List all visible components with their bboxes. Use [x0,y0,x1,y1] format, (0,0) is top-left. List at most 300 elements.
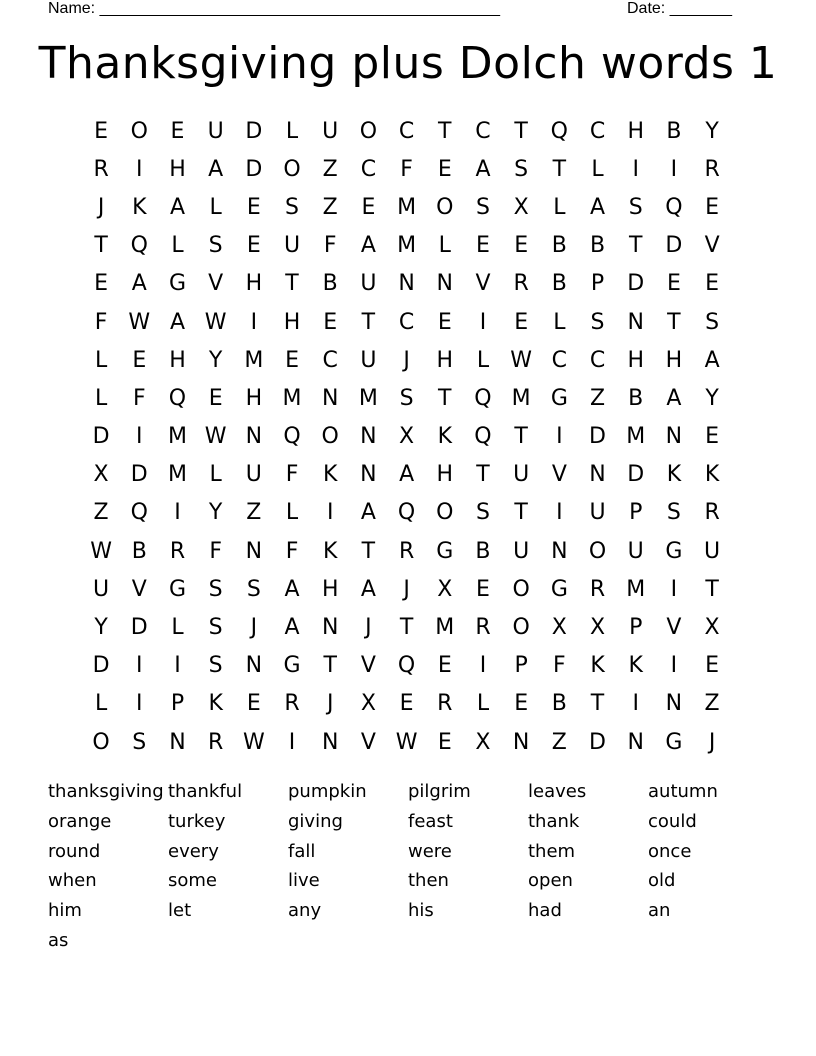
grid-letter: N [665,424,683,450]
grid-letter: X [360,691,376,717]
grid-letter: K [208,691,223,717]
word-list-item: old [648,870,676,892]
grid-letter: G [168,576,186,602]
grid-letter: E [170,118,185,144]
grid-letter: Z [246,500,262,526]
grid-letter: U [589,500,606,526]
grid-letter: E [94,118,109,144]
word-list-item: leaves [528,781,587,802]
grid-letter: T [361,309,376,335]
grid-letter: V [360,729,376,755]
grid-letter: R [513,271,529,297]
grid-letter: R [398,538,415,564]
grid-letter: I [326,500,334,526]
grid-letter: W [204,424,227,450]
word-list-item: thankful [168,781,243,802]
grid-letter: K [628,653,643,679]
grid-letter: I [556,500,563,526]
page-title: Thanksgiving plus Dolch words 1 [38,38,778,89]
grid-letter: C [551,347,568,373]
grid-letter: Q [474,424,492,450]
grid-letter: N [512,729,530,755]
grid-letter: G [665,729,683,755]
letter-grid [82,112,731,761]
grid-letter: B [551,233,567,259]
grid-letter: I [136,424,143,450]
grid-letter: Q [474,385,492,411]
grid-letter: N [589,462,606,488]
grid-letter: R [169,538,186,564]
grid-letter: X [704,615,720,641]
grid-letter: E [323,309,338,335]
grid-letter: V [475,271,491,297]
grid-letter: M [626,424,646,450]
grid-letter: P [170,691,185,717]
grid-letter: S [475,500,490,526]
grid-letter: N [436,271,454,297]
name-line: Name: _____________________________________________ [48,0,500,17]
word-list-item: him [48,900,82,922]
grid-letter: Y [208,347,223,373]
grid-letter: L [438,233,451,259]
grid-letter: H [245,271,263,297]
grid-letter: X [513,194,529,220]
grid-letter: A [131,271,147,297]
word-list-item: live [288,870,320,892]
grid-letter: X [589,615,606,641]
grid-letter: H [627,347,644,373]
grid-letter: U [360,271,377,297]
grid-letter: L [209,194,222,220]
grid-letter: U [283,233,301,259]
grid-letter: D [627,271,645,297]
grid-letter: F [323,233,337,259]
grid-letter: Z [322,156,338,182]
grid-letter: Q [130,500,148,526]
grid-letter: J [326,691,334,717]
grid-letter: H [627,118,644,144]
grid-letter: Q [168,385,187,411]
grid-letter: H [436,462,454,488]
grid-letter: W [90,538,112,564]
word-list-item: some [168,870,217,892]
grid-letter: X [399,424,415,450]
grid-letter: O [512,615,530,641]
grid-letter: J [403,347,410,373]
grid-letter: D [130,615,148,641]
grid-letter: N [627,729,644,755]
grid-letter: C [589,347,606,373]
grid-letter: L [209,462,222,488]
grid-letter: Q [397,500,416,526]
grid-letter: J [97,194,105,220]
grid-letter: C [589,118,606,144]
grid-letter: R [284,691,300,717]
grid-letter: H [245,385,263,411]
grid-letter: L [591,156,604,182]
grid-letter: D [245,156,263,182]
grid-letter: Z [551,729,567,755]
grid-letter: N [321,385,339,411]
grid-letter: S [208,576,223,602]
grid-letter: G [436,538,454,564]
grid-letter: I [556,424,563,450]
grid-letter: B [589,233,606,259]
word-list-item: let [168,900,192,922]
grid-letter: L [476,691,490,717]
grid-letter: A [666,385,682,411]
word-list-item: his [408,900,434,922]
grid-letter: U [322,118,339,144]
grid-letter: Q [665,194,683,220]
grid-letter: T [438,385,452,411]
word-list-item: then [408,870,449,892]
grid-letter: C [398,309,415,335]
grid-letter: H [321,576,339,602]
grid-letter: B [551,691,567,717]
grid-letter: N [551,538,568,564]
grid-letter: U [704,538,721,564]
grid-letter: G [168,271,186,297]
word-list-item: autumn [648,781,718,802]
grid-letter: C [475,118,491,144]
grid-letter: G [283,653,301,679]
grid-letter: I [288,729,296,755]
grid-letter: O [92,729,110,755]
grid-letter: R [475,615,491,641]
grid-letter: N [169,729,186,755]
grid-letter: C [360,156,377,182]
grid-letter: I [632,156,639,182]
grid-letter: B [322,271,338,297]
grid-letter: S [208,653,223,679]
word-list-item: any [288,900,322,922]
grid-letter: W [242,729,265,755]
grid-letter: U [513,538,530,564]
grid-letter: A [360,576,376,602]
grid-letter: Z [589,385,606,411]
grid-letter: V [131,576,147,602]
grid-letter: F [132,385,146,411]
grid-letter: E [361,194,376,220]
word-list-item: every [168,840,219,862]
grid-letter: L [476,347,490,373]
grid-letter: Q [397,653,416,679]
word-list-item: as [48,929,69,951]
grid-letter: I [670,653,678,679]
grid-letter: S [705,309,720,335]
grid-letter: E [94,271,109,297]
grid-letter: R [93,156,109,182]
grid-letter: I [670,576,678,602]
grid-letter: D [627,462,645,488]
grid-letter: C [322,347,338,373]
grid-letter: P [629,615,643,641]
grid-letter: W [510,347,533,373]
grid-letter: U [245,462,262,488]
word-list-item: were [408,840,452,862]
grid-letter: L [171,233,184,259]
grid-letter: K [704,462,720,488]
word-list-item: open [528,870,573,892]
grid-letter: F [94,309,108,335]
grid-letter: T [94,233,108,259]
grid-letter: M [397,194,417,220]
grid-letter: T [476,462,490,488]
grid-letter: O [283,156,301,182]
grid-letter: R [704,156,720,182]
word-list-item: an [648,900,671,922]
grid-letter: E [476,233,490,259]
grid-letter: L [94,347,108,373]
grid-letter: O [588,538,607,564]
grid-letter: E [246,233,261,259]
grid-letter: U [360,347,377,373]
grid-letter: E [208,385,223,411]
grid-letter: E [476,576,490,602]
grid-letter: V [666,615,682,641]
grid-letter: T [514,424,528,450]
grid-letter: V [551,462,567,488]
grid-letter: N [360,424,377,450]
grid-letter: E [705,653,720,679]
grid-letter: N [360,462,377,488]
grid-letter: W [204,309,227,335]
grid-letter: G [550,576,568,602]
grid-letter: A [169,309,185,335]
grid-letter: H [169,156,186,182]
grid-letter: I [136,653,143,679]
grid-letter: I [632,691,639,717]
grid-letter: C [398,118,415,144]
grid-letter: P [590,271,605,297]
grid-letter: E [246,691,261,717]
grid-letter: U [207,118,224,144]
word-list-item: could [648,810,697,832]
grid-letter: I [250,309,258,335]
grid-letter: W [395,729,418,755]
grid-letter: T [705,576,719,602]
grid-letter: E [514,309,529,335]
grid-letter: Q [550,118,568,144]
grid-letter: E [666,271,681,297]
grid-letter: S [475,194,490,220]
grid-letter: M [435,615,455,641]
grid-letter: H [665,347,683,373]
grid-letter: M [626,576,646,602]
grid-letter: T [438,118,452,144]
grid-letter: T [628,233,643,259]
grid-letter: K [590,653,605,679]
word-list-item: when [48,870,97,892]
grid-letter: M [358,385,378,411]
grid-letter: E [437,309,452,335]
grid-letter: E [705,271,720,297]
grid-letter: N [321,615,339,641]
grid-letter: E [705,194,720,220]
grid-letter: H [436,347,454,373]
grid-letter: N [245,653,263,679]
grid-letter: J [708,729,716,755]
grid-letter: A [475,156,491,182]
word-list [48,780,768,959]
word-list-item: fall [288,840,316,862]
grid-letter: K [323,462,338,488]
grid-letter: R [208,729,224,755]
grid-letter: L [553,194,566,220]
grid-letter: M [511,385,531,411]
grid-letter: R [704,500,720,526]
grid-letter: O [436,194,454,220]
grid-letter: Q [283,424,301,450]
grid-letter: D [589,729,606,755]
grid-letter: O [130,118,148,144]
grid-letter: E [514,691,529,717]
grid-letter: B [628,385,644,411]
grid-letter: S [666,500,681,526]
word-list-item: pilgrim [408,781,471,802]
grid-letter: L [94,691,108,717]
grid-letter: O [321,424,339,450]
grid-letter: Y [94,615,108,641]
word-list-item: once [648,840,692,862]
grid-letter: U [627,538,644,564]
grid-letter: A [284,615,300,641]
grid-letter: E [437,653,452,679]
grid-letter: T [667,309,681,335]
grid-letter: H [283,309,301,335]
grid-letter: S [208,233,223,259]
grid-letter: D [92,653,110,679]
grid-letter: T [285,271,299,297]
grid-letter: S [246,576,261,602]
grid-letter: A [208,156,224,182]
grid-letter: Y [705,385,719,411]
grid-letter: I [174,653,181,679]
grid-letter: T [590,691,605,717]
grid-letter: N [665,691,683,717]
grid-letter: I [479,653,487,679]
grid-letter: A [590,194,606,220]
grid-letter: L [94,385,108,411]
grid-letter: B [666,118,682,144]
grid-letter: A [360,500,376,526]
grid-letter: N [398,271,415,297]
grid-letter: T [361,538,376,564]
grid-letter: D [665,233,683,259]
grid-letter: M [167,462,187,488]
grid-letter: T [514,118,528,144]
grid-letter: X [475,729,491,755]
grid-letter: U [93,576,110,602]
grid-letter: E [437,156,452,182]
grid-letter: N [245,538,263,564]
word-list-item: giving [288,810,343,832]
grid-letter: O [359,118,378,144]
word-list-item: had [528,900,562,922]
grid-letter: B [475,538,491,564]
grid-letter: H [169,347,186,373]
grid-letter: N [627,309,644,335]
grid-letter: L [171,615,184,641]
grid-letter: V [704,233,720,259]
grid-letter: L [553,309,566,335]
grid-letter: Z [322,194,338,220]
grid-letter: S [399,385,414,411]
grid-letter: Y [705,118,719,144]
grid-letter: N [321,729,339,755]
grid-letter: X [93,462,109,488]
grid-letter: J [250,615,258,641]
grid-letter: A [284,576,300,602]
grid-letter: X [437,576,453,602]
grid-letter: K [323,538,338,564]
grid-letter: G [665,538,683,564]
grid-letter: T [552,156,567,182]
word-list-item: feast [408,810,453,832]
grid-letter: B [551,271,567,297]
grid-letter: F [400,156,413,182]
grid-letter: S [514,156,529,182]
grid-letter: G [550,385,568,411]
grid-letter: J [365,615,372,641]
grid-letter: F [553,653,566,679]
grid-letter: D [245,118,263,144]
grid-letter: M [244,347,264,373]
grid-letter: Z [93,500,109,526]
grid-letter: J [403,576,410,602]
grid-letter: R [589,576,606,602]
word-list-item: orange [48,810,112,832]
grid-letter: N [245,424,263,450]
word-list-item: thank [528,810,580,832]
grid-letter: E [246,194,261,220]
grid-letter: A [704,347,720,373]
grid-letter: D [92,424,110,450]
grid-letter: L [285,118,299,144]
grid-letter: F [285,462,299,488]
word-list-item: them [528,840,576,862]
grid-letter: L [285,500,299,526]
grid-letter: S [590,309,605,335]
grid-letter: I [136,691,143,717]
word-list-item: thanksgiving [48,781,164,802]
word-list-item: round [48,840,101,862]
grid-letter: D [130,462,148,488]
grid-letter: E [132,347,147,373]
word-list-item: pumpkin [288,781,367,802]
grid-letter: I [136,156,143,182]
grid-letter: V [360,653,376,679]
grid-letter: V [208,271,224,297]
grid-letter: R [437,691,453,717]
grid-letter: S [132,729,147,755]
grid-letter: X [551,615,567,641]
grid-letter: Z [704,691,720,717]
grid-letter: O [436,500,454,526]
grid-letter: E [399,691,414,717]
grid-letter: T [514,500,528,526]
grid-letter: F [285,538,299,564]
grid-letter: A [399,462,415,488]
grid-letter: E [705,424,720,450]
grid-letter: P [514,653,528,679]
grid-letter: B [131,538,147,564]
grid-letter: K [437,424,452,450]
grid-letter: M [282,385,302,411]
grid-letter: S [628,194,643,220]
grid-letter: K [132,194,147,220]
